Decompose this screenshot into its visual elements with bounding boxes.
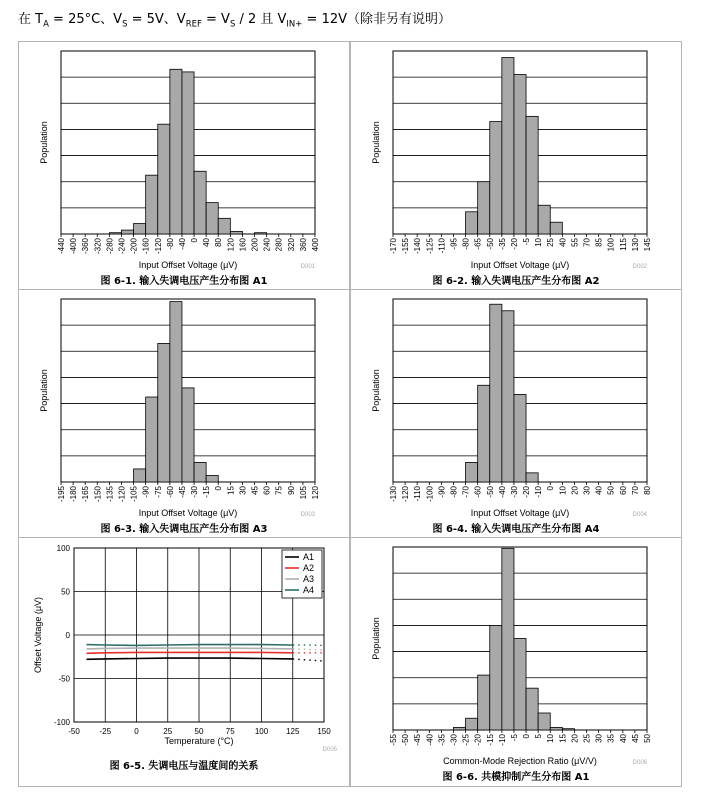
x-tick-label: 50 <box>643 734 652 743</box>
bar--30 <box>453 727 465 730</box>
x-tick-label: -170 <box>389 238 398 255</box>
x-tick-label: -95 <box>449 238 459 250</box>
bar-15 <box>562 729 574 730</box>
x-tick-label: 25 <box>546 238 556 247</box>
x-tick-label: -35 <box>497 238 507 250</box>
y-tick-label: -50 <box>58 674 70 684</box>
x-tick-label: 240 <box>262 238 272 252</box>
x-tick-label: -90 <box>437 486 447 498</box>
x-tick-label: 40 <box>202 238 212 247</box>
x-tick-label: 0 <box>134 727 139 736</box>
chart-fig3 <box>19 290 350 538</box>
x-tick-label: 320 <box>286 238 296 252</box>
bar--35 <box>502 58 514 234</box>
y-axis-label: Offset Voltage (μV) <box>33 596 43 674</box>
bar-200 <box>255 233 267 234</box>
x-tick-label: 25 <box>582 734 592 743</box>
figure-panel-6 <box>350 537 682 787</box>
x-tick-label: 80 <box>214 238 224 247</box>
x-tick-label: 30 <box>582 486 592 495</box>
x-tick-label: 125 <box>286 727 300 736</box>
caption-fig4: 图 6-4. 输入失调电压产生分布图 A4 <box>432 524 600 535</box>
x-axis-label: Input Offset Voltage (μV) <box>138 260 238 270</box>
x-tick-label: -320 <box>93 238 103 255</box>
legend-label-A3: A3 <box>303 574 315 584</box>
figure-id: D003 <box>300 512 315 518</box>
legend-label-A4: A4 <box>303 585 315 595</box>
x-tick-label: -50 <box>401 734 411 746</box>
chart-fig2 <box>351 42 682 290</box>
series-line-A2 <box>87 652 293 653</box>
bar--90 <box>146 397 158 482</box>
x-tick-label: 105 <box>298 486 308 500</box>
series-line-A4 <box>87 645 293 646</box>
x-tick-label: 70 <box>582 238 592 247</box>
bar--80 <box>170 69 182 234</box>
x-tick-label: 120 <box>226 238 236 252</box>
x-tick-label: 10 <box>546 734 556 743</box>
caption-fig6: 图 6-6. 共模抑制产生分布图 A1 <box>442 772 590 783</box>
x-tick-label: 20 <box>570 486 580 495</box>
x-tick-label: 400 <box>311 238 320 252</box>
x-tick-label: -120 <box>153 238 163 255</box>
y-axis-label: Population <box>371 369 381 412</box>
bar--160 <box>146 175 158 234</box>
chart-fig1 <box>19 42 350 290</box>
x-tick-label: 40 <box>594 486 604 495</box>
x-tick-label: -120 <box>401 486 411 503</box>
x-tick-label: 10 <box>534 238 544 247</box>
bar--45 <box>182 388 194 482</box>
y-axis-label: Population <box>371 121 381 164</box>
x-tick-label: -120 <box>117 486 127 503</box>
x-tick-label: 30 <box>238 486 248 495</box>
x-tick-label: -30 <box>190 486 200 498</box>
x-tick-label: -40 <box>497 486 507 498</box>
x-axis-label: Input Offset Voltage (μV) <box>470 260 570 270</box>
figure-panel-2 <box>350 41 682 290</box>
x-tick-label: -440 <box>57 238 66 255</box>
bar-25 <box>550 222 562 234</box>
x-tick-label: -130 <box>389 486 398 503</box>
bar--40 <box>182 72 194 234</box>
x-tick-label: 25 <box>163 727 173 736</box>
x-tick-label: -5 <box>509 734 519 742</box>
x-axis-label: Temperature (°C) <box>164 736 234 746</box>
x-tick-label: -5 <box>522 238 532 246</box>
conditions-header: 在 $T_A = 25^\circ C$、$V_S = 5V$、$V_{REF} = V_S / 2$ 且 $V_{IN+} = 12V$（除非另有说明） <box>18 12 452 30</box>
caption-fig1: 图 6-1. 输入失调电压产生分布图 A1 <box>100 276 268 287</box>
x-tick-label: 50 <box>606 486 616 495</box>
x-tick-label: -80 <box>461 238 471 250</box>
x-tick-label: -110 <box>437 238 447 254</box>
x-axis-label: Input Offset Voltage (μV) <box>138 508 238 518</box>
x-tick-label: 150 <box>317 727 331 736</box>
x-tick-label: 160 <box>238 238 248 252</box>
x-tick-label: 0 <box>546 486 556 491</box>
x-tick-label: 90 <box>286 486 296 495</box>
bar--240 <box>121 230 133 234</box>
y-tick-label: 0 <box>65 631 70 640</box>
x-tick-label: -40 <box>425 734 435 746</box>
bar-10 <box>538 205 550 234</box>
x-tick-label: -80 <box>165 238 175 250</box>
x-tick-label: 15 <box>226 486 236 495</box>
bar-5 <box>538 713 550 730</box>
x-tick-label: -45 <box>413 734 423 746</box>
x-tick-label: 10 <box>558 486 568 495</box>
x-tick-label: -90 <box>141 486 151 498</box>
x-tick-label: 360 <box>298 238 308 252</box>
bar-120 <box>230 231 242 234</box>
x-tick-label: 120 <box>311 486 320 500</box>
x-tick-label: 0 <box>214 486 224 491</box>
x-tick-label: -30 <box>509 486 519 498</box>
x-tick-label: 0 <box>522 734 532 739</box>
y-axis-label: Population <box>39 121 49 164</box>
x-tick-label: 30 <box>594 734 604 743</box>
series-line-A3 <box>87 648 293 649</box>
x-tick-label: 55 <box>570 238 580 247</box>
bar--60 <box>478 385 490 482</box>
x-tick-label: -20 <box>473 734 483 746</box>
bar--65 <box>478 182 490 234</box>
x-tick-label: -280 <box>105 238 115 255</box>
x-tick-label: -25 <box>461 734 471 746</box>
bar-0 <box>194 171 206 234</box>
x-tick-label: -195 <box>57 486 66 503</box>
x-tick-label: -80 <box>449 486 459 498</box>
bar--50 <box>490 304 502 482</box>
x-tick-label: 45 <box>630 734 640 743</box>
x-tick-label: 130 <box>630 238 640 252</box>
bar-0 <box>526 688 538 730</box>
bar--30 <box>194 462 206 482</box>
x-tick-label: -35 <box>437 734 447 746</box>
figure-id: D005 <box>322 747 337 753</box>
bar--30 <box>514 394 526 482</box>
bar--70 <box>466 462 478 482</box>
bar--20 <box>478 675 490 730</box>
figure-panel-1 <box>18 41 350 290</box>
x-tick-label: 85 <box>594 238 604 247</box>
x-tick-label: -10 <box>497 734 507 746</box>
chart-fig6 <box>351 538 682 787</box>
x-tick-label: 0 <box>190 238 200 243</box>
bar--40 <box>502 311 514 482</box>
figure-id: D004 <box>632 512 647 518</box>
x-tick-label: 50 <box>194 727 204 736</box>
x-tick-label: 200 <box>250 238 260 252</box>
x-tick-label: 60 <box>618 486 628 495</box>
x-tick-label: -75 <box>153 486 163 498</box>
x-tick-label: -105 <box>129 486 139 503</box>
x-tick-label: 100 <box>254 727 269 736</box>
x-tick-label: -180 <box>69 486 79 503</box>
x-tick-label: -400 <box>69 238 79 255</box>
x-tick-label: -50 <box>485 486 495 498</box>
x-tick-label: -40 <box>177 238 187 250</box>
x-tick-label: 75 <box>225 727 235 736</box>
x-tick-label: 115 <box>618 238 628 251</box>
x-tick-label: -65 <box>473 238 483 250</box>
bar--20 <box>514 75 526 234</box>
x-tick-label: -25 <box>99 727 112 736</box>
chart-fig4 <box>351 290 682 538</box>
x-tick-label: -60 <box>165 486 175 498</box>
x-tick-label: -70 <box>461 486 471 498</box>
x-tick-label: 45 <box>250 486 260 495</box>
bar--105 <box>134 469 146 482</box>
figure-id: D006 <box>632 760 647 766</box>
bar--75 <box>158 343 170 482</box>
bar--15 <box>206 475 218 482</box>
figure-panel-4 <box>350 289 682 538</box>
x-tick-label: -30 <box>449 734 459 746</box>
x-tick-label: 280 <box>274 238 284 252</box>
x-tick-label: 70 <box>630 486 640 495</box>
x-tick-label: 100 <box>606 238 616 252</box>
x-tick-label: -100 <box>425 486 435 503</box>
x-tick-label: -15 <box>485 734 495 746</box>
bar-80 <box>218 218 230 234</box>
x-tick-label: -125 <box>425 238 435 255</box>
caption-fig3: 图 6-3. 输入失调电压产生分布图 A3 <box>100 524 268 535</box>
x-tick-label: 20 <box>570 734 580 743</box>
x-tick-label: -200 <box>129 238 139 255</box>
caption-fig2: 图 6-2. 输入失调电压产生分布图 A2 <box>432 276 600 287</box>
legend-label-A1: A1 <box>303 552 315 562</box>
bar--20 <box>526 473 538 482</box>
x-tick-label: -240 <box>117 238 127 255</box>
bar--15 <box>490 625 502 730</box>
x-tick-label: -55 <box>389 734 398 746</box>
bar--280 <box>109 233 121 234</box>
bar--5 <box>514 639 526 731</box>
x-tick-label: -140 <box>413 238 423 255</box>
x-tick-label: -135 <box>105 486 115 503</box>
x-tick-label: 15 <box>558 734 568 743</box>
x-tick-label: -15 <box>202 486 212 498</box>
x-tick-label: -50 <box>68 727 80 736</box>
legend-label-A2: A2 <box>303 563 315 573</box>
x-tick-label: -160 <box>141 238 151 255</box>
bar--120 <box>158 124 170 234</box>
x-tick-label: -110 <box>413 486 423 502</box>
x-tick-label: -360 <box>81 238 91 255</box>
x-tick-label: -20 <box>522 486 532 498</box>
bar--25 <box>466 718 478 730</box>
chart-fig5 <box>19 538 350 787</box>
bar--50 <box>490 122 502 234</box>
bar-40 <box>206 203 218 234</box>
bar--60 <box>170 302 182 482</box>
x-tick-label: -45 <box>177 486 187 498</box>
x-tick-label: -150 <box>93 486 103 503</box>
x-tick-label: 40 <box>558 238 568 247</box>
x-axis-label: Input Offset Voltage (μV) <box>470 508 570 518</box>
y-tick-label: -100 <box>53 718 70 727</box>
y-tick-label: 50 <box>61 587 70 597</box>
figure-panel-3 <box>18 289 350 538</box>
x-tick-label: 40 <box>618 734 628 743</box>
bar--10 <box>502 548 514 730</box>
x-axis-label: Common-Mode Rejection Ratio (μV/V) <box>443 756 597 766</box>
x-tick-label: -10 <box>534 486 544 498</box>
y-tick-label: 100 <box>56 544 70 553</box>
x-tick-label: 35 <box>606 734 616 743</box>
figure-panel-5 <box>18 537 350 787</box>
y-axis-label: Population <box>371 617 381 660</box>
x-tick-label: -20 <box>509 238 519 250</box>
x-tick-label: 145 <box>643 238 652 252</box>
x-tick-label: 5 <box>534 734 544 739</box>
x-tick-label: -60 <box>473 486 483 498</box>
x-tick-label: 60 <box>262 486 272 495</box>
x-tick-label: -155 <box>401 238 411 255</box>
caption-fig5: 图 6-5. 失调电压与温度间的关系 <box>109 761 259 772</box>
x-tick-label: -50 <box>485 238 495 250</box>
figure-id: D002 <box>632 264 647 270</box>
figure-id: D001 <box>300 264 315 270</box>
bar--80 <box>466 212 478 234</box>
y-axis-label: Population <box>39 369 49 412</box>
x-tick-label: 75 <box>274 486 284 495</box>
bar--200 <box>134 224 146 234</box>
bar-10 <box>550 727 562 730</box>
bar--5 <box>526 116 538 234</box>
x-tick-label: 80 <box>643 486 652 495</box>
x-tick-label: -165 <box>81 486 91 503</box>
